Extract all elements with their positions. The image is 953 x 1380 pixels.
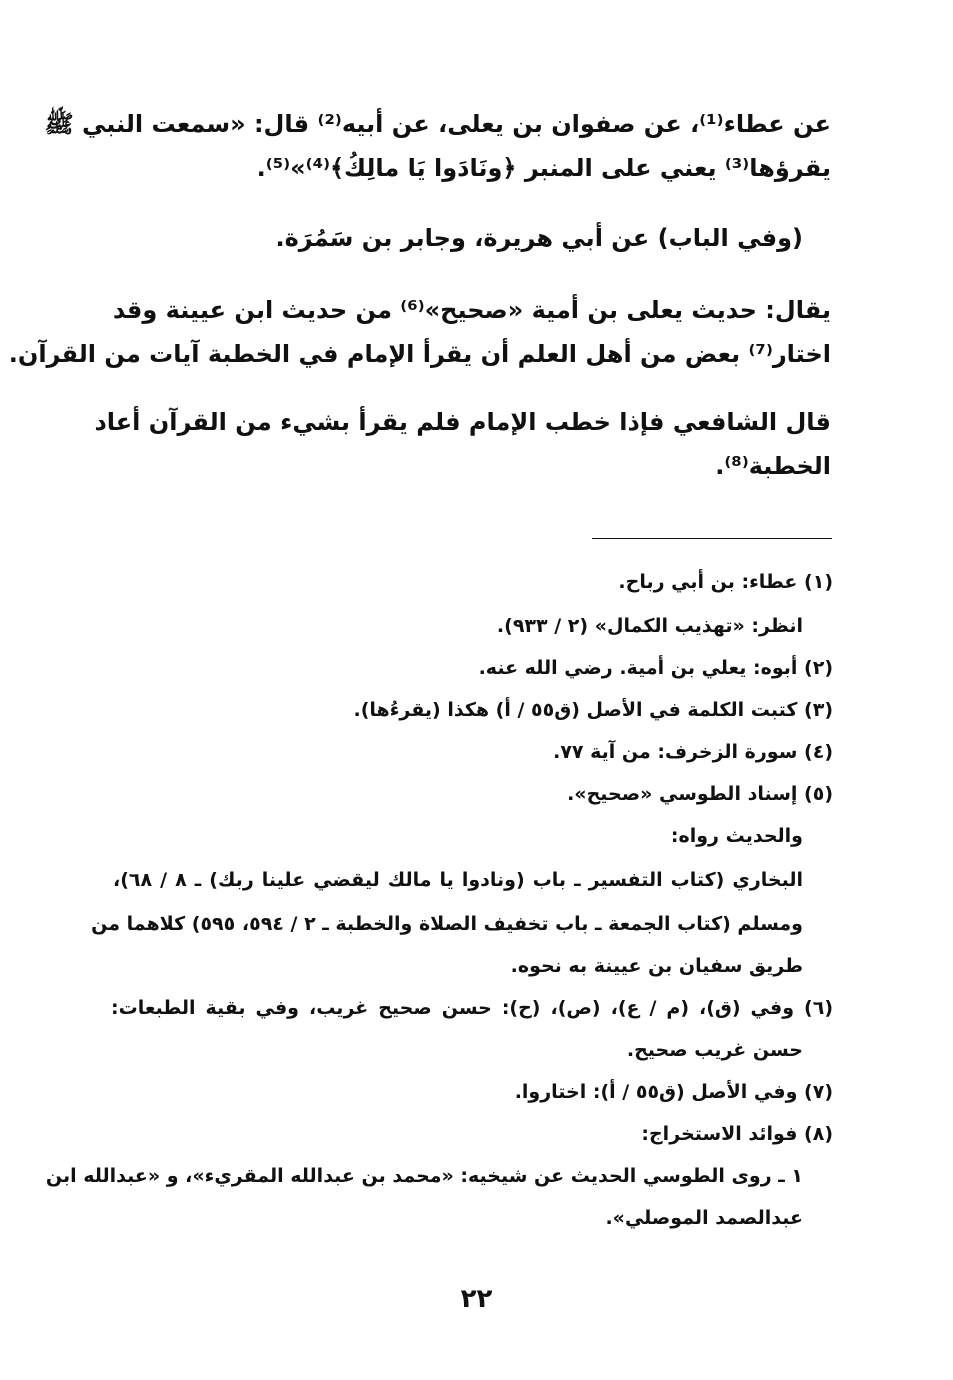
shafii-text-line: قال الشافعي فإذا خطب الإمام فلم يقرأ بشيء من القرآن أعاد [94, 408, 831, 436]
hadith-text-line: يقرؤها⁽³⁾ يعني على المنبر ﴿ونَادَوا يَا مالِكُ﴾⁽⁴⁾»⁽⁵⁾. [256, 154, 831, 182]
footnote-8-item-1-continued: عبدالصمد الموصلي». [605, 1207, 803, 1229]
hadith-text-line: عن عطاء⁽¹⁾، عن صفوان بن يعلى، عن أبيه⁽²⁾ قال: «سمعت النبي ﷺ [44, 110, 831, 138]
footnote-5-bukhari: البخاري (كتاب التفسير ـ باب (ونادوا يا مالك ليقضي علينا ربك) ـ ٨ / ٦٨)، [113, 869, 803, 891]
footnote-3: (٣) كتبت الكلمة في الأصل (ق٥٥ / أ) هكذا (يقرءُها). [353, 699, 833, 721]
footnote-7: (٧) وفي الأصل (ق٥٥ / أ): اختاروا. [514, 1081, 833, 1103]
footnote-5-chain: طريق سفيان بن عيينة به نحوه. [510, 955, 803, 977]
footnote-4: (٤) سورة الزخرف: من آية ٧٧. [553, 741, 833, 763]
footnote-8-heading: (٨) فوائد الاستخراج: [641, 1123, 833, 1145]
chapter-note: (وفي الباب) عن أبي هريرة، وجابر بن سَمُرَة. [275, 224, 803, 252]
shafii-text-line: الخطبة⁽⁸⁾. [715, 452, 831, 480]
footnote-6-continued: حسن غريب صحيح. [626, 1039, 803, 1061]
footnote-6: (٦) وفي (ق)، (م / ع)، (ص)، (ح): حسن صحيح غريب، وفي بقية الطبعات: [111, 997, 833, 1019]
footnote-5: (٥) إسناد الطوسي «صحيح». [567, 783, 833, 805]
grading-text-line: يقال: حديث يعلى بن أمية «صحيح»⁽⁶⁾ من حديث ابن عيينة وقد [112, 296, 831, 324]
footnote-separator [592, 538, 832, 539]
grading-text-line: اختار⁽⁷⁾ بعض من أهل العلم أن يقرأ الإمام في الخطبة آيات من القرآن. [8, 340, 831, 368]
footnote-5-muslim: ومسلم (كتاب الجمعة ـ باب تخفيف الصلاة والخطبة ـ ٢ / ٥٩٤، ٥٩٥) كلاهما من [91, 913, 803, 935]
footnote-2: (٢) أبوه: يعلي بن أمية. رضي الله عنه. [478, 657, 833, 679]
footnote-1: (١) عطاء: بن أبي رباح. [618, 571, 833, 593]
footnote-8-item-1: ١ ـ روى الطوسي الحديث عن شيخيه: «محمد بن عبدالله المقريء»، و «عبدالله ابن [45, 1165, 803, 1187]
footnote-1-reference: انظر: «تهذيب الكمال» (٢ / ٩٣٣). [496, 615, 803, 637]
page-number: ٢٢ [460, 1284, 493, 1314]
footnote-5-takhrij-intro: والحديث رواه: [670, 825, 803, 847]
